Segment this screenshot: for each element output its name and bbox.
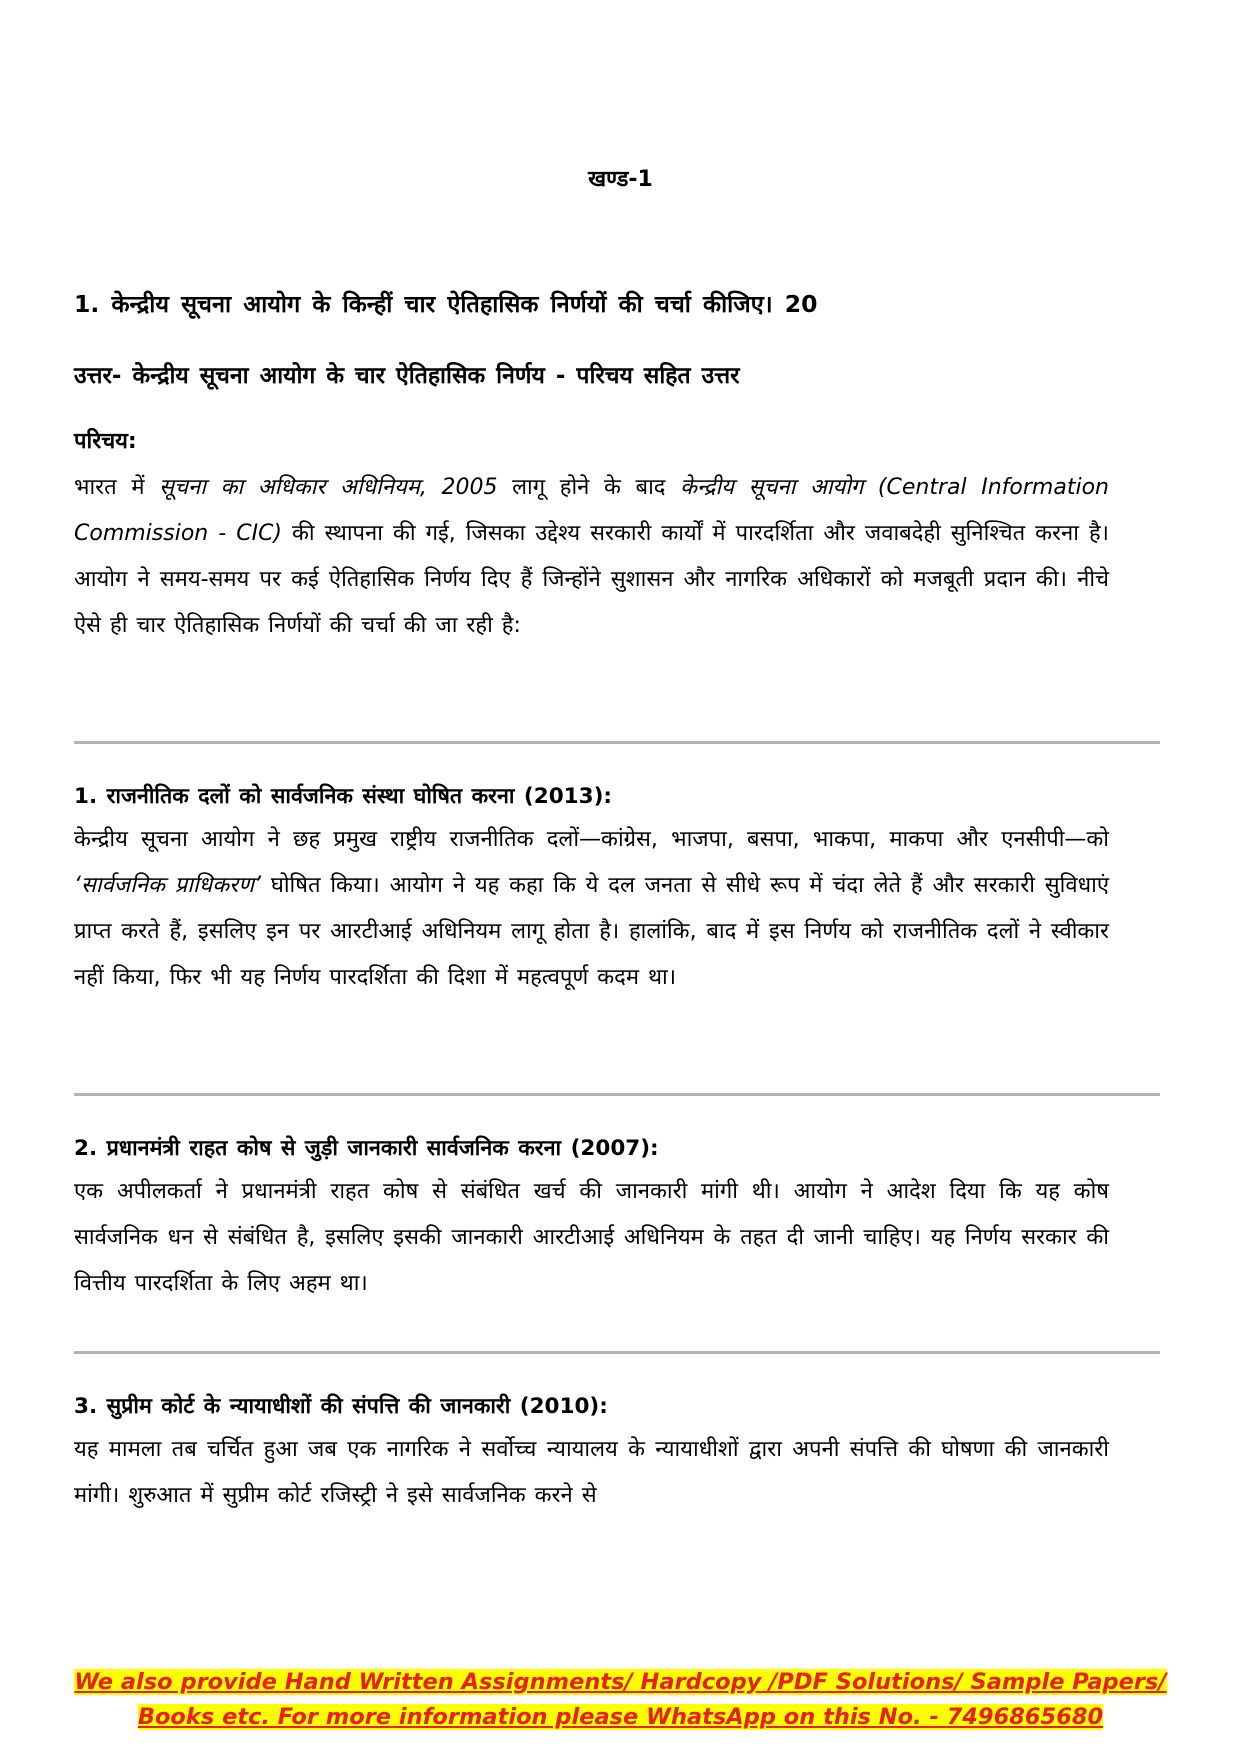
- intro-text: भारत में: [74, 475, 160, 500]
- promo-line-2: Books etc. For more information please WhatsApp on this No. - 7496865680: [137, 1704, 1104, 1730]
- intro-paragraph: [74, 465, 1109, 649]
- promo-line-1: We also provide Hand Written Assignments/ Hardcopy /PDF Solutions/ Sample Papers/: [74, 1669, 1167, 1695]
- point-1-emphasis: ‘सार्वजनिक प्राधिकरण’: [74, 873, 262, 898]
- question-heading: 1. केन्द्रीय सूचना आयोग के किन्हीं चार ऐतिहासिक निर्णयों की चर्चा कीजिए। 20: [74, 290, 818, 318]
- intro-text: की स्थापना की गई, जिसका उद्देश्य सरकारी कार्यों में पारदर्शिता और जवाबदेही सुनिश्चित करना है। आयोग ने समय-समय पर कई ऐतिहासिक निर्णय दिए हैं जिन्होंने सुशासन और नागरिक अधिकारों को मजबूती प्रदान की। नीचे ऐसे ही चार ऐतिहासिक निर्णयों की चर्चा की जा रही है:: [74, 521, 1109, 638]
- point-1-text: केन्द्रीय सूचना आयोग ने छह प्रमुख राष्ट्रीय राजनीतिक दलों—कांग्रेस, भाजपा, बसपा, भाकपा, माकपा और एनसीपी—को: [74, 827, 1109, 852]
- promo-footer: [0, 1665, 1241, 1735]
- point-3-paragraph: यह मामला तब चर्चित हुआ जब एक नागरिक ने सर्वोच्च न्यायालय के न्यायाधीशों द्वारा अपनी संपत्ति की घोषणा की जानकारी मांगी। शुरुआत में सुप्रीम कोर्ट रजिस्ट्री ने इसे सार्वजनिक करने से: [74, 1437, 1109, 1508]
- point-3-heading: 3. सुप्रीम कोर्ट के न्यायाधीशों की संपत्ति की जानकारी (2010):: [74, 1394, 608, 1419]
- point-2-heading: 2. प्रधानमंत्री राहत कोष से जुड़ी जानकारी सार्वजनिक करना (2007):: [74, 1136, 659, 1161]
- answer-heading: [74, 358, 1164, 390]
- point-1-heading: 1. राजनीतिक दलों को सार्वजनिक संस्था घोषित करना (2013):: [74, 784, 613, 809]
- intro-commission-name: केन्द्रीय सूचना आयोग (Central Information Commission - CIC): [74, 475, 1109, 546]
- section-title: खण्ड-1: [588, 167, 653, 192]
- answer-prefix: उत्तर-: [74, 363, 122, 389]
- divider: [74, 1351, 1160, 1354]
- divider: [74, 1093, 1160, 1096]
- intro-heading: परिचय:: [74, 429, 137, 454]
- point-1-paragraph: [74, 817, 1109, 1001]
- point-2-paragraph: एक अपीलकर्ता ने प्रधानमंत्री राहत कोष से संबंधित खर्च की जानकारी मांगी थी। आयोग ने आदेश दिया कि यह कोष सार्वजनिक धन से संबंधित है, इसलिए इसकी जानकारी आरटीआई अधिनियम के तहत दी जानी चाहिए। यह निर्णय सरकार की वित्तीय पारदर्शिता के लिए अहम था।: [74, 1179, 1109, 1296]
- answer-title: केन्द्रीय सूचना आयोग के चार ऐतिहासिक निर्णय - परिचय सहित उत्तर: [121, 363, 740, 389]
- point-1-text: घोषित किया। आयोग ने यह कहा कि ये दल जनता से सीधे रूप में चंदा लेते हैं और सरकारी सुविधाएं प्राप्त करते हैं, इसलिए इन पर आरटीआई अधिनियम लागू होता है। हालांकि, बाद में इस निर्णय को राजनीतिक दलों ने स्वीकार नहीं किया, फिर भी यह निर्णय पारदर्शिता की दिशा में महत्वपूर्ण कदम था।: [74, 873, 1109, 990]
- intro-act-name: सूचना का अधिकार अधिनियम, 2005: [159, 475, 498, 500]
- intro-text: लागू होने के बाद: [497, 475, 681, 500]
- divider: [74, 741, 1160, 744]
